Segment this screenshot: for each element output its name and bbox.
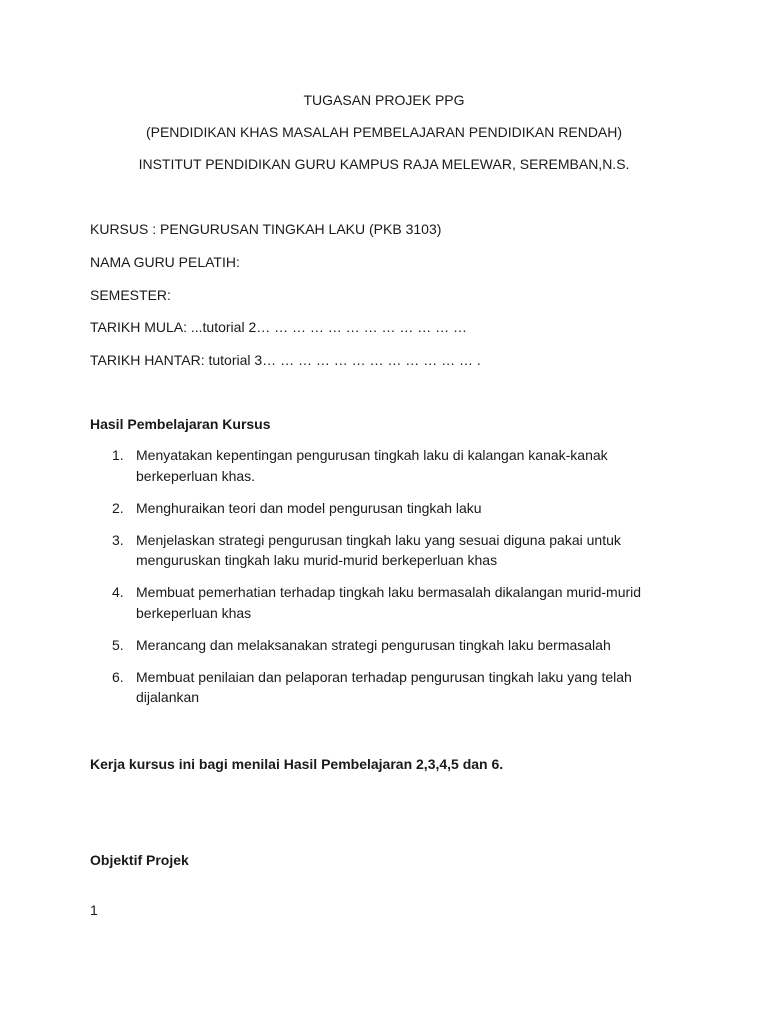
submit-date-field: TARIKH HANTAR: tutorial 3… … … … … … … … … … … … .	[90, 352, 481, 368]
list-item	[90, 635, 680, 656]
start-date-field: TARIKH MULA: ...tutorial 2… … … … … … … … … … … …	[90, 319, 468, 335]
list-item-text: Menyatakan kepentingan pengurusan tingkah laku di kalangan kanak-kanak berkeperluan khas.	[136, 447, 608, 484]
list-item-text: Menjelaskan strategi pengurusan tingkah laku yang sesuai diguna pakai untuk menguruskan tingkah laku murid-murid berkeperluan khas	[136, 531, 621, 568]
trainee-name-field: NAMA GURU PELATIH:	[90, 254, 240, 270]
list-item-number: 2.	[112, 499, 124, 516]
list-item-number: 4.	[112, 584, 124, 600]
learning-outcomes-list	[90, 445, 680, 719]
list-item-text: Membuat pemerhatian terhadap tingkah laku bermasalah dikalangan murid-murid berkeperluan khas	[136, 584, 642, 621]
list-item-text: Membuat penilaian dan pelaporan terhadap pengurusan tingkah laku yang telah dijalankan	[136, 668, 632, 705]
list-item-number: 3.	[112, 531, 124, 548]
doc-subtitle: (PENDIDIKAN KHAS MASALAH PEMBELAJARAN PENDIDIKAN RENDAH)	[145, 124, 623, 140]
list-item	[90, 445, 680, 486]
list-item	[90, 582, 680, 623]
page-number: 1	[90, 902, 98, 918]
assessment-note: Kerja kursus ini bagi menilai Hasil Pembelajaran 2,3,4,5 dan 6.	[90, 756, 504, 772]
doc-title: TUGASAN PROJEK PPG	[303, 92, 465, 108]
list-item-text: Merancang dan melaksanakan strategi pengurusan tingkah laku bermasalah	[136, 636, 611, 653]
list-item-number: 5.	[112, 636, 124, 653]
semester-field: SEMESTER:	[90, 287, 171, 303]
list-item-text: Menghuraikan teori dan model pengurusan tingkah laku	[136, 499, 482, 516]
institution-line: INSTITUT PENDIDIKAN GURU KAMPUS RAJA MELEWAR, SEREMBAN,N.S.	[138, 156, 630, 172]
learning-outcomes-heading: Hasil Pembelajaran Kursus	[90, 416, 271, 432]
list-item	[90, 530, 680, 571]
project-objective-heading: Objektif Projek	[90, 852, 189, 868]
list-item-number: 1.	[112, 447, 124, 463]
list-item	[90, 667, 680, 708]
list-item	[90, 498, 680, 519]
course-field: KURSUS : PENGURUSAN TINGKAH LAKU (PKB 3103)	[90, 221, 442, 237]
list-item-number: 6.	[112, 668, 124, 685]
